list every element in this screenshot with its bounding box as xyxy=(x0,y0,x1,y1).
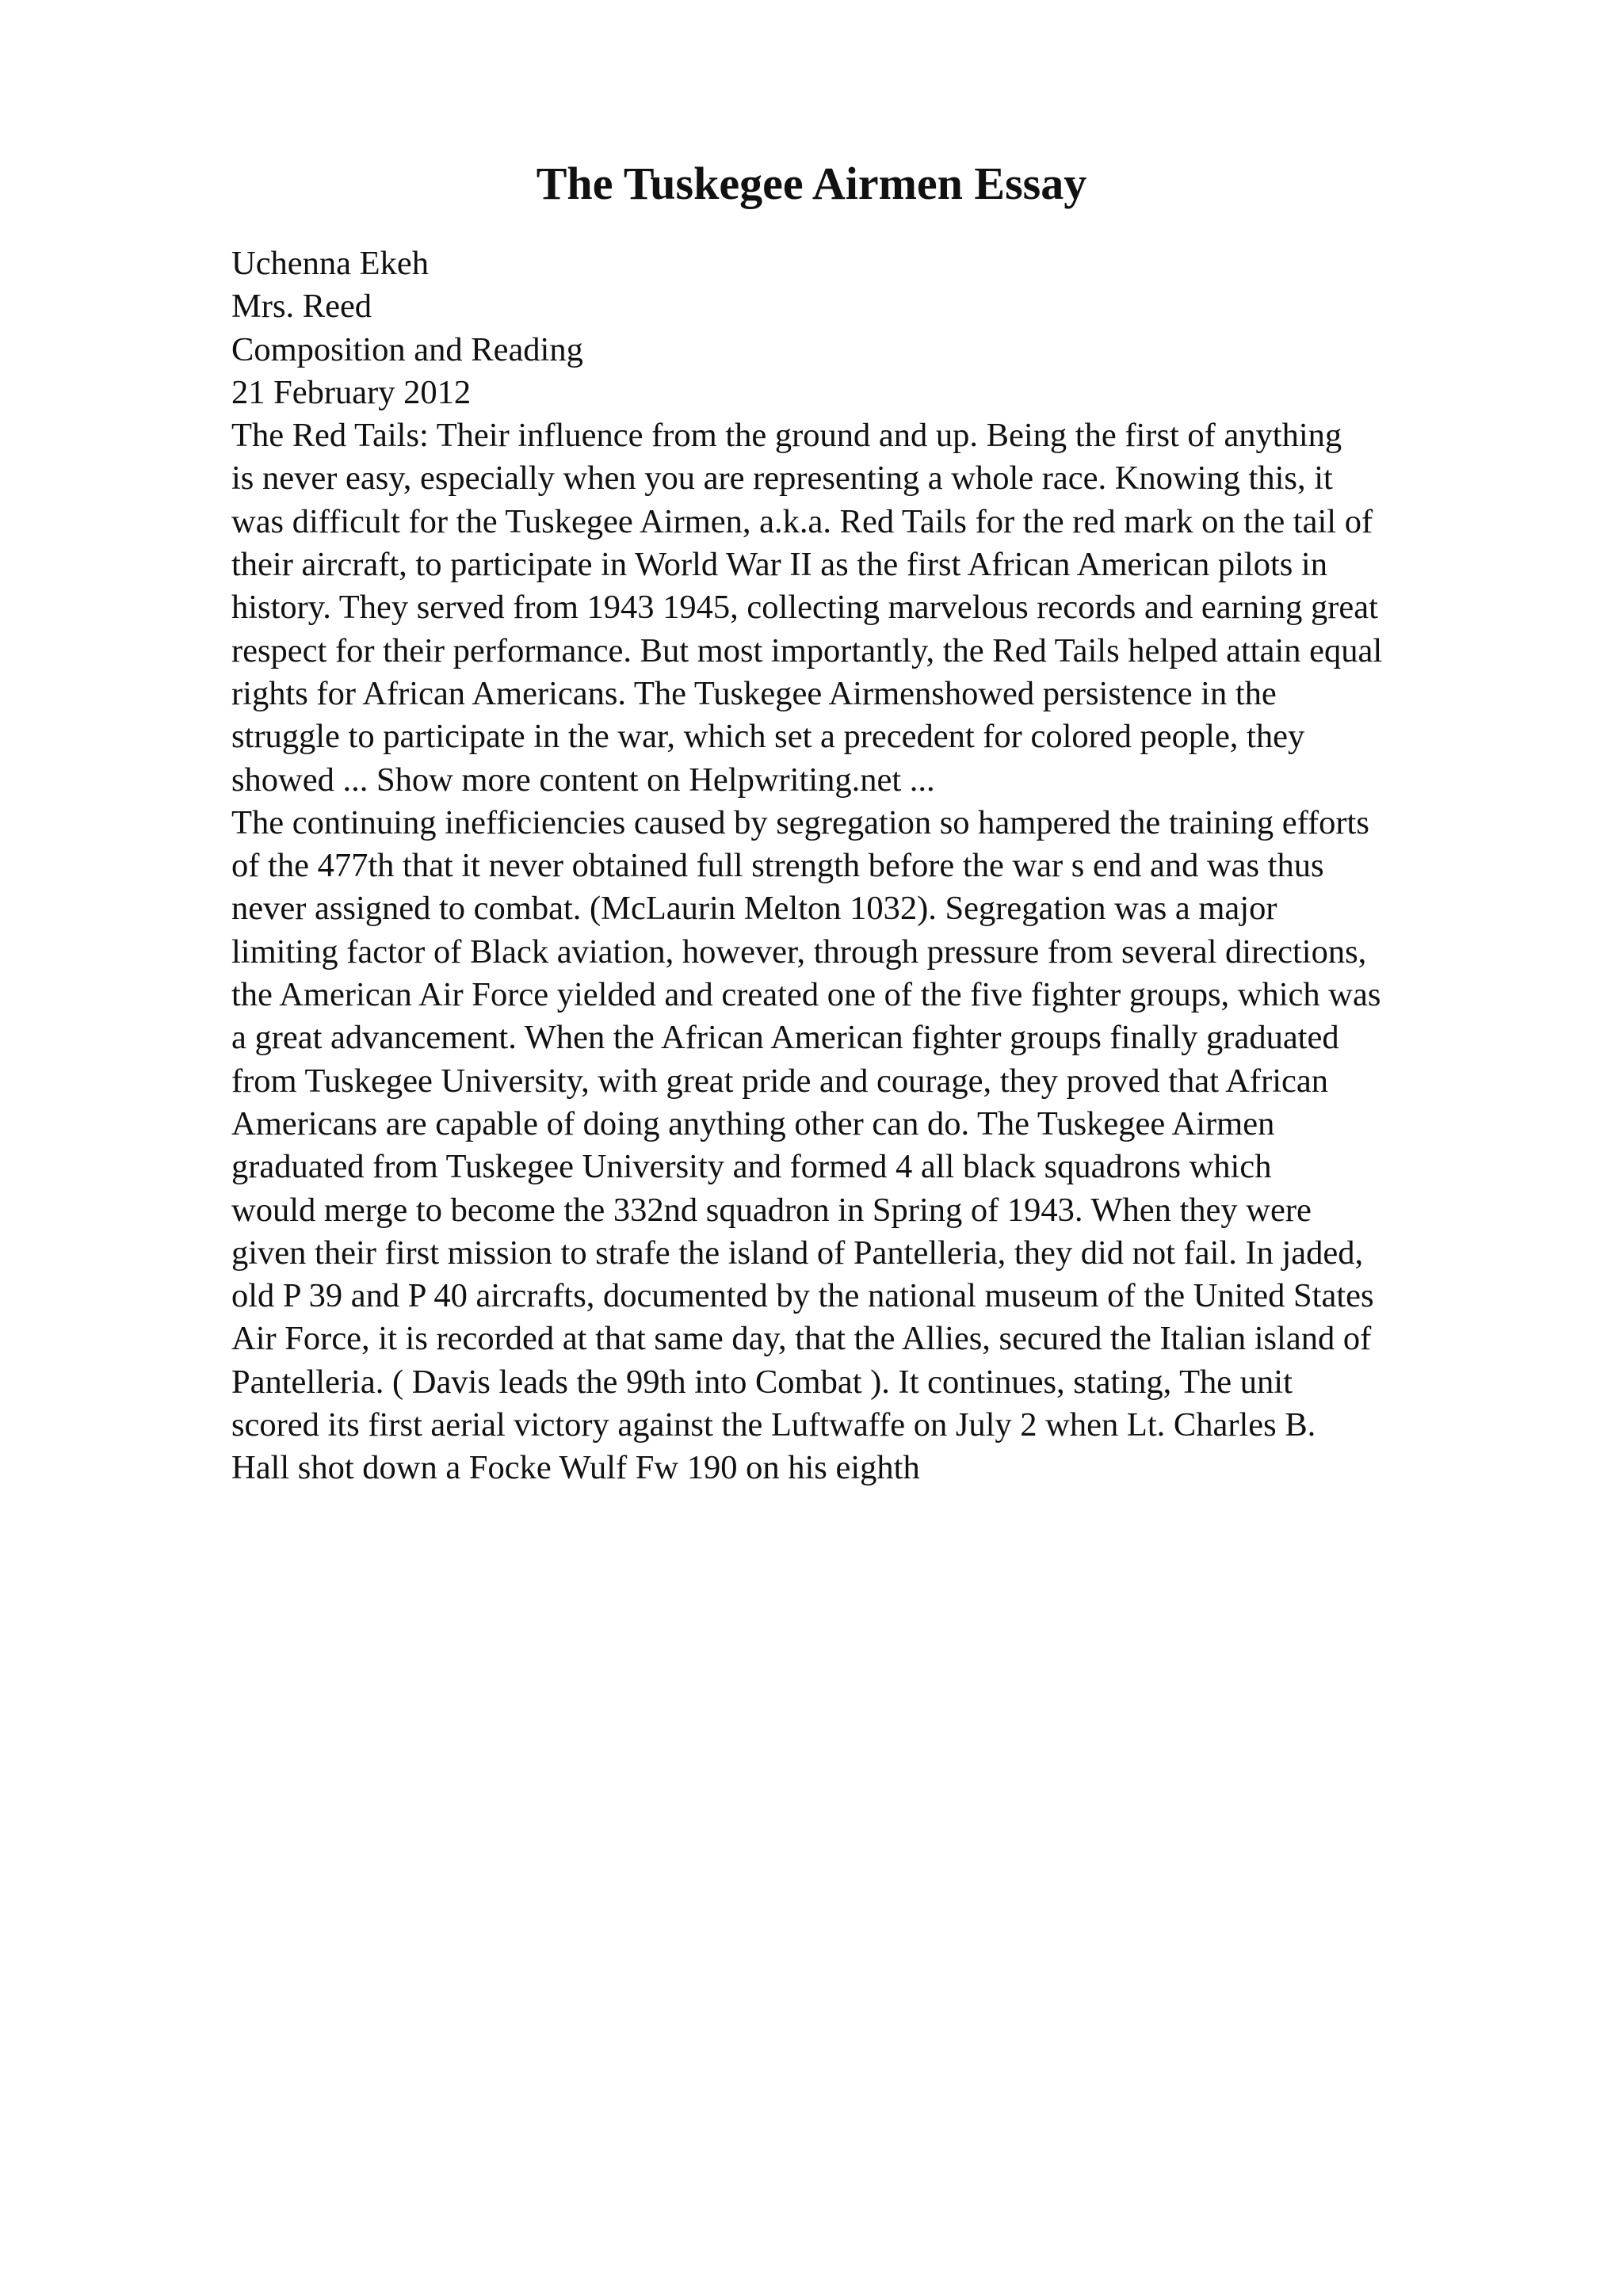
paragraph-1 xyxy=(231,414,1515,802)
paragraph-line: respect for their performance. But most importantly, the Red Tails helped attain equal xyxy=(231,631,1383,669)
paragraph-line: Hall shot down a Focke Wulf Fw 190 on his eighth xyxy=(231,1449,920,1487)
header-block xyxy=(231,242,1515,414)
essay-date: 21 February 2012 xyxy=(231,373,472,411)
paragraph-line: struggle to participate in the war, which set a precedent for colored people, they xyxy=(231,718,1305,756)
paragraph-line: rights for African Americans. The Tuskegee Airmenshowed persistence in the xyxy=(231,674,1277,712)
paragraph-line: limiting factor of Black aviation, however, through pressure from several directions, xyxy=(231,933,1367,971)
paragraph-line: The continuing inefficiencies caused by segregation so hampered the training efforts xyxy=(231,803,1369,841)
paragraph-line: never assigned to combat. (McLaurin Melton 1032). Segregation was a major xyxy=(231,890,1277,928)
paragraph-line: of the 477th that it never obtained full strength before the war s end and was thus xyxy=(231,847,1324,885)
paragraph-line: the American Air Force yielded and created one of the five fighter groups, which was xyxy=(231,976,1381,1014)
paragraph-line: would merge to become the 332nd squadron in Spring of 1943. When they were xyxy=(231,1191,1312,1229)
paragraph-line: a great advancement. When the African American fighter groups finally graduated xyxy=(231,1019,1339,1057)
document-body xyxy=(231,242,1515,1490)
course-name: Composition and Reading xyxy=(231,330,583,368)
teacher-name: Mrs. Reed xyxy=(231,288,372,326)
paragraph-line: showed ... Show more content on Helpwriting.net ... xyxy=(231,761,935,799)
document-title: The Tuskegee Airmen Essay xyxy=(536,158,1087,209)
paragraph-line: Americans are capable of doing anything other can do. The Tuskegee Airmen xyxy=(231,1104,1275,1142)
paragraph-line: graduated from Tuskegee University and formed 4 all black squadrons which xyxy=(231,1148,1272,1186)
paragraph-2 xyxy=(231,802,1515,1490)
paragraph-line: from Tuskegee University, with great pride and courage, they proved that African xyxy=(231,1062,1329,1100)
paragraph-line: old P 39 and P 40 aircrafts, documented by the national museum of the United States xyxy=(231,1277,1374,1315)
paragraph-line: Air Force, it is recorded at that same day, that the Allies, secured the Italian island of xyxy=(231,1320,1372,1358)
paragraph-line: The Red Tails: Their influence from the ground and up. Being the first of anything xyxy=(231,417,1342,455)
paragraph-line: Pantelleria. ( Davis leads the 99th into Combat ). It continues, stating, The unit xyxy=(231,1363,1293,1401)
paragraph-line: given their first mission to strafe the island of Pantelleria, they did not fail. In jaded, xyxy=(231,1234,1364,1272)
paragraph-line: is never easy, especially when you are representing a whole race. Knowing this, it xyxy=(231,460,1333,498)
paragraph-line: their aircraft, to participate in World War II as the first African American pilots in xyxy=(231,546,1327,584)
paragraph-line: scored its first aerial victory against the Luftwaffe on July 2 when Lt. Charles B. xyxy=(231,1406,1316,1444)
paragraph-line: history. They served from 1943 1945, collecting marvelous records and earning great xyxy=(231,589,1378,627)
author-name: Uchenna Ekeh xyxy=(231,245,429,282)
paragraph-line: was difficult for the Tuskegee Airmen, a.k.a. Red Tails for the red mark on the tail of xyxy=(231,502,1373,540)
